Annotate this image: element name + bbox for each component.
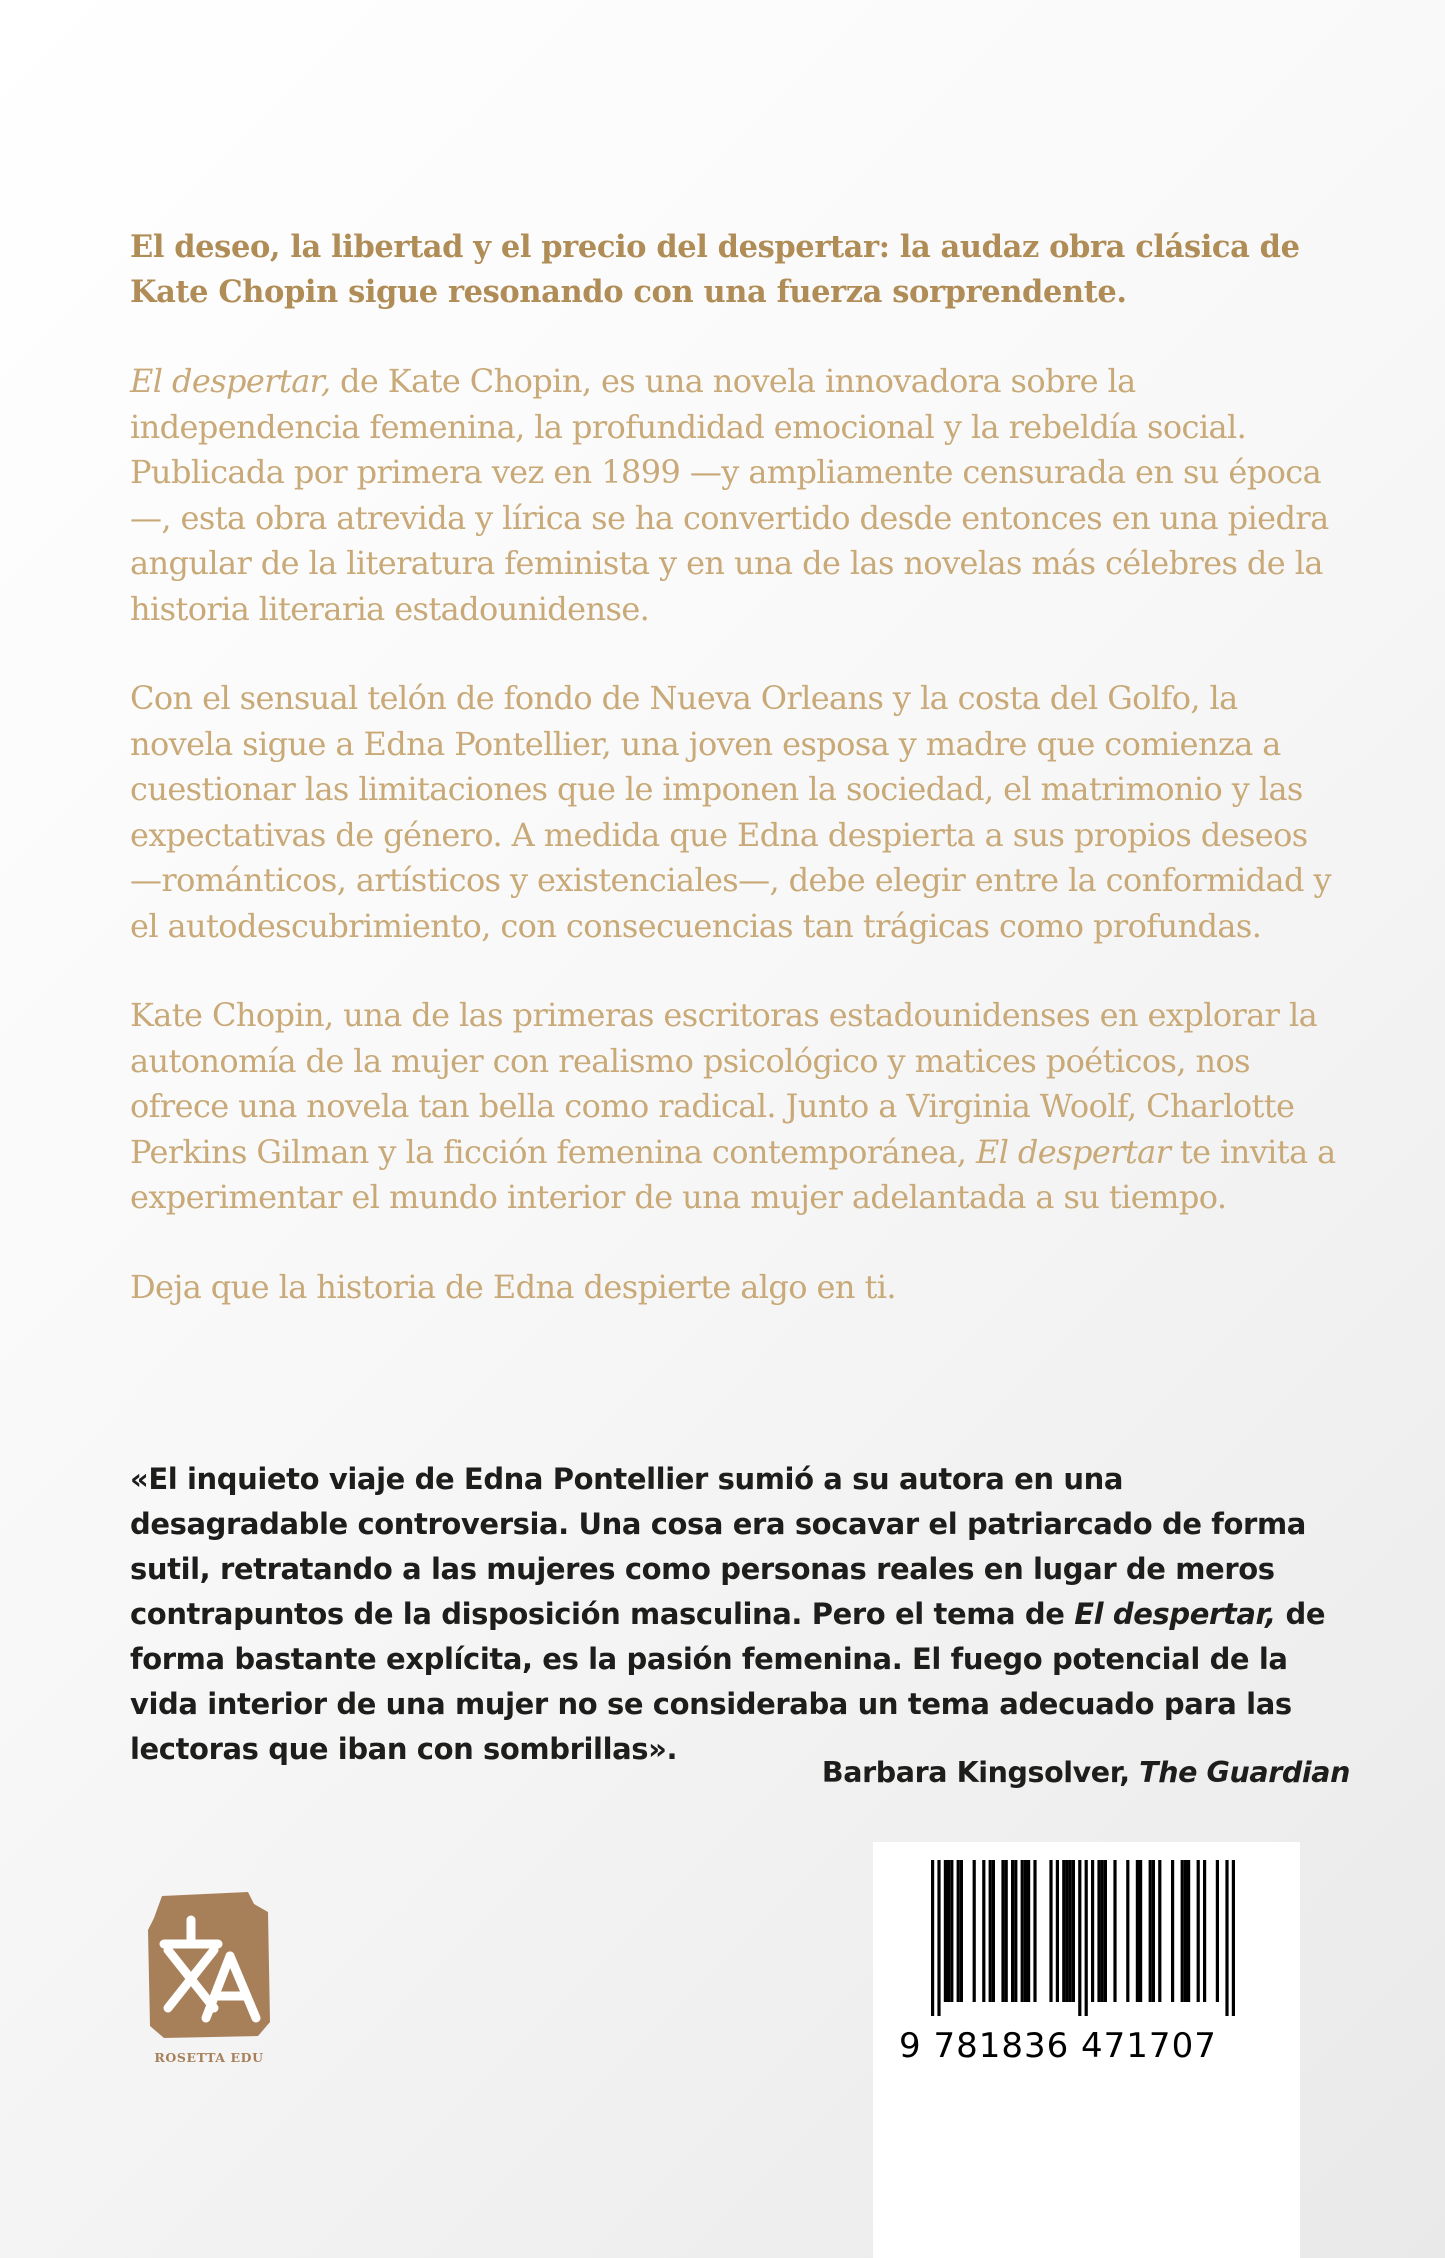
barcode-bar bbox=[1171, 1860, 1174, 2002]
blurb-lead: El deseo, la libertad y el precio del despertar: la audaz obra clásica de Kate Chopin sigue resonando con una fuerza sorprendente. bbox=[130, 229, 1300, 310]
barcode-bar bbox=[1181, 1860, 1184, 2002]
barcode-bar bbox=[1104, 1860, 1107, 2002]
quote-text: «El inquieto viaje de Edna Pontellier sumió a su autora en una desagradable controversia. Una cosa era socavar el patriarcado de forma sutil, retratando a las mujeres como personas reales en lugar de meros contrapuntos de la disposición masculina. Pero el tema de El despertar, de forma bastante explícita, es la pasión femenina. El fuego potencial de la vida interior de una mujer no se consideraba un tema adecuado para las lectoras que iban con sombrillas». bbox=[130, 1462, 1326, 1766]
barcode-bar bbox=[1024, 1860, 1027, 2002]
barcode-bar bbox=[1187, 1860, 1190, 2002]
barcode-bar bbox=[982, 1860, 985, 2002]
book-title-italic: El despertar bbox=[975, 1132, 1171, 1171]
blurb-paragraph-2: Con el sensual telón de fondo de Nueva Orleans y la costa del Golfo, la novela sigue a Edna Pontellier, una joven esposa y madre que comienza a cuestionar las limitaciones que le imponen la sociedad, el matrimonio y las expectativas de género. A medida que Edna despierta a sus propios deseos —románticos, artísticos y existenciales—, debe elegir entre la conformidad y el autodescubrimiento, con consecuencias tan trágicas como profundas. bbox=[130, 679, 1331, 945]
barcode-bar bbox=[1062, 1860, 1065, 2002]
barcode-bar bbox=[1027, 1860, 1030, 2002]
barcode-bar bbox=[960, 1860, 963, 2002]
blurb-paragraph-4: Deja que la historia de Edna despierte algo en ti. bbox=[130, 1267, 896, 1306]
barcode-bar bbox=[1158, 1860, 1161, 2002]
barcode-bar bbox=[937, 1860, 940, 2016]
barcode-bar bbox=[973, 1860, 976, 2002]
barcode bbox=[931, 1860, 1241, 2020]
barcode-bar bbox=[1065, 1860, 1068, 2002]
barcode-bar bbox=[1085, 1860, 1088, 2016]
barcode-bar bbox=[1152, 1860, 1155, 2002]
barcode-bar bbox=[1033, 1860, 1036, 2002]
barcode-bar bbox=[1069, 1860, 1072, 2002]
barcode-bar bbox=[1203, 1860, 1206, 2002]
barcode-bar bbox=[1011, 1860, 1014, 2002]
barcode-bar bbox=[1021, 1860, 1024, 2002]
barcode-bar bbox=[1072, 1860, 1075, 2002]
barcode-bar bbox=[1232, 1860, 1235, 2016]
isbn-number: 9 781836 471707 bbox=[899, 2026, 1217, 2066]
review-quote bbox=[130, 1457, 1350, 1789]
barcode-bar bbox=[1126, 1860, 1129, 2002]
barcode-bar bbox=[1014, 1860, 1017, 2002]
publisher-logo bbox=[144, 1890, 274, 2065]
translate-icon bbox=[144, 1890, 274, 2040]
barcode-bar bbox=[1136, 1860, 1139, 2002]
blurb bbox=[130, 225, 1340, 1310]
publisher-name: ROSETTA EDU bbox=[154, 2050, 264, 2065]
barcode-bar bbox=[931, 1860, 934, 2016]
barcode-bar bbox=[1005, 1860, 1008, 2002]
barcode-bar bbox=[1139, 1860, 1142, 2002]
barcode-bar bbox=[1149, 1860, 1152, 2002]
barcode-bar bbox=[1225, 1860, 1228, 2016]
barcode-bar bbox=[989, 1860, 992, 2002]
barcode-bar bbox=[1216, 1860, 1219, 2002]
quote-book-title: El despertar, bbox=[1074, 1597, 1276, 1631]
barcode-panel bbox=[873, 1842, 1300, 2258]
blurb-paragraph-1: El despertar, de Kate Chopin, es una novela innovadora sobre la independencia femenina, la profundidad emocional y la rebeldía social. Publicada por primera vez en 1899 —y ampliamente censurada en su época—, esta obra atrevida y lírica se ha convertido desde entonces en una piedra angular de la literatura feminista y en una de las novelas más célebres de la historia literaria estadounidense. bbox=[130, 362, 1329, 628]
barcode-bar bbox=[1101, 1860, 1104, 2002]
barcode-bar bbox=[957, 1860, 960, 2002]
barcode-bar bbox=[944, 1860, 947, 2002]
barcode-bar bbox=[1097, 1860, 1100, 2002]
book-title-italic: El despertar, bbox=[130, 362, 331, 400]
quote-publication: The Guardian bbox=[1139, 1756, 1350, 1789]
quote-attribution: Barbara Kingsolver, The Guardian bbox=[821, 1756, 1350, 1789]
barcode-bar bbox=[1049, 1860, 1052, 2002]
blurb-paragraph-3: Kate Chopin, una de las primeras escritoras estadounidenses en explorar la autonomía de la mujer con realismo psicológico y matices poéticos, nos ofrece una novela tan bella como radical. Junto a Virginia Woolf, Charlotte Perkins Gilman y la ficción femenina contemporánea, El despertar te invita a experimentar el mundo interior de una mujer adelantada a su tiempo. bbox=[130, 996, 1336, 1216]
barcode-bar bbox=[992, 1860, 995, 2002]
barcode-bar bbox=[1078, 1860, 1081, 2016]
barcode-bar bbox=[947, 1860, 950, 2002]
barcode-bar bbox=[1091, 1860, 1094, 2002]
barcode-bar bbox=[1113, 1860, 1116, 2002]
barcode-bar bbox=[1197, 1860, 1200, 2002]
barcode-bar bbox=[1001, 1860, 1004, 2002]
barcode-bar bbox=[950, 1860, 953, 2002]
barcode-bar bbox=[1056, 1860, 1059, 2002]
barcode-bar bbox=[1184, 1860, 1187, 2002]
